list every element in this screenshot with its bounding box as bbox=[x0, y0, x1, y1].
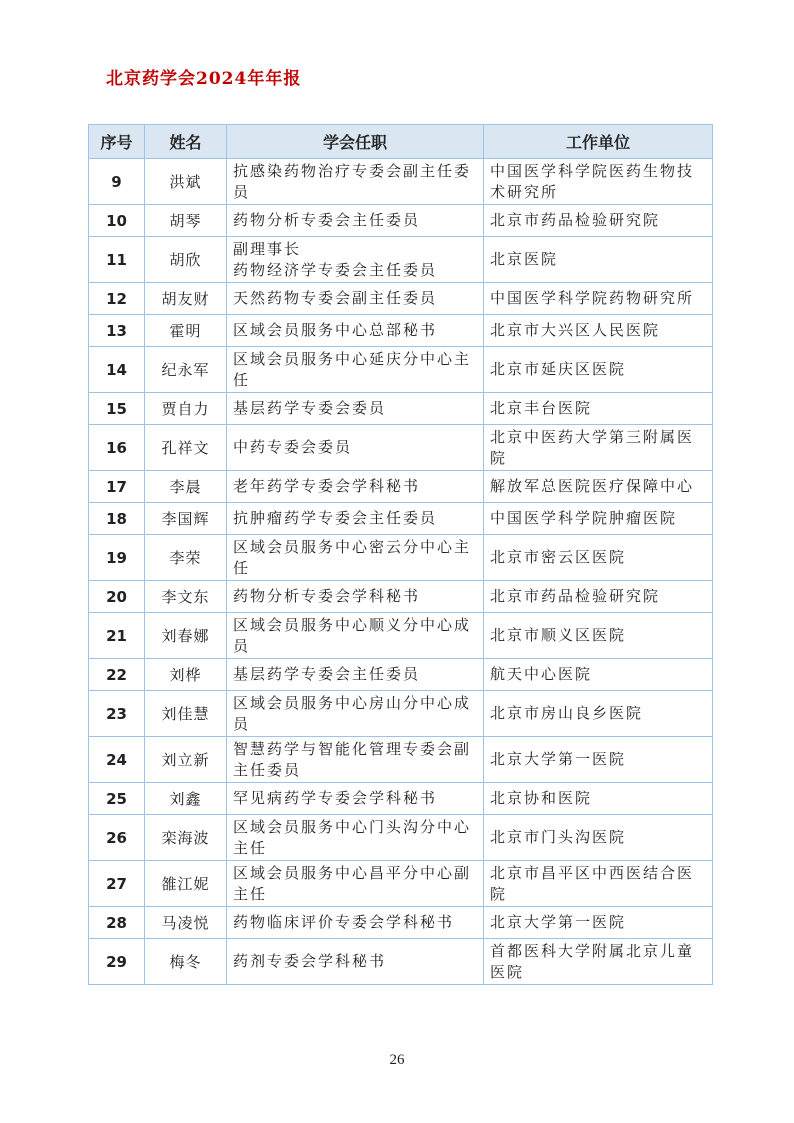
cell-no: 10 bbox=[89, 205, 145, 237]
table-row bbox=[89, 425, 713, 471]
cell-role: 中药专委会委员 bbox=[227, 425, 484, 471]
cell-unit: 北京中医药大学第三附属医院 bbox=[484, 425, 713, 471]
cell-role: 智慧药学与智能化管理专委会副主任委员 bbox=[227, 737, 484, 783]
cell-name: 刘春娜 bbox=[145, 613, 227, 659]
table-row bbox=[89, 613, 713, 659]
cell-role: 区域会员服务中心房山分中心成员 bbox=[227, 691, 484, 737]
table-row bbox=[89, 535, 713, 581]
cell-name: 李晨 bbox=[145, 471, 227, 503]
table-row bbox=[89, 659, 713, 691]
table-row bbox=[89, 205, 713, 237]
table-row bbox=[89, 237, 713, 283]
cell-unit: 北京市顺义区医院 bbox=[484, 613, 713, 659]
cell-no: 17 bbox=[89, 471, 145, 503]
cell-role: 基层药学专委会委员 bbox=[227, 393, 484, 425]
cell-no: 15 bbox=[89, 393, 145, 425]
cell-unit: 首都医科大学附属北京儿童医院 bbox=[484, 939, 713, 985]
cell-no: 16 bbox=[89, 425, 145, 471]
cell-no: 9 bbox=[89, 159, 145, 205]
table-row bbox=[89, 347, 713, 393]
cell-unit: 北京医院 bbox=[484, 237, 713, 283]
cell-role: 天然药物专委会副主任委员 bbox=[227, 283, 484, 315]
cell-name: 霍明 bbox=[145, 315, 227, 347]
cell-name: 洪斌 bbox=[145, 159, 227, 205]
table-row bbox=[89, 691, 713, 737]
cell-unit: 航天中心医院 bbox=[484, 659, 713, 691]
cell-no: 26 bbox=[89, 815, 145, 861]
cell-unit: 北京市大兴区人民医院 bbox=[484, 315, 713, 347]
cell-role: 抗肿瘤药学专委会主任委员 bbox=[227, 503, 484, 535]
report-header-title: 北京药学会2024年年报 bbox=[106, 69, 302, 89]
cell-role: 罕见病药学专委会学科秘书 bbox=[227, 783, 484, 815]
cell-no: 29 bbox=[89, 939, 145, 985]
cell-name: 胡欣 bbox=[145, 237, 227, 283]
table-row bbox=[89, 783, 713, 815]
member-table bbox=[88, 124, 713, 985]
page-number: 26 bbox=[389, 1052, 405, 1068]
cell-unit: 北京市延庆区医院 bbox=[484, 347, 713, 393]
cell-name: 胡琴 bbox=[145, 205, 227, 237]
cell-name: 梅冬 bbox=[145, 939, 227, 985]
column-header-no: 序号 bbox=[89, 125, 145, 159]
cell-no: 21 bbox=[89, 613, 145, 659]
cell-role: 基层药学专委会主任委员 bbox=[227, 659, 484, 691]
table-row bbox=[89, 471, 713, 503]
column-header-name: 姓名 bbox=[145, 125, 227, 159]
cell-unit: 中国医学科学院肿瘤医院 bbox=[484, 503, 713, 535]
table-row bbox=[89, 737, 713, 783]
cell-name: 贾自力 bbox=[145, 393, 227, 425]
cell-role: 区域会员服务中心总部秘书 bbox=[227, 315, 484, 347]
table-row bbox=[89, 503, 713, 535]
cell-name: 栾海波 bbox=[145, 815, 227, 861]
table-row bbox=[89, 283, 713, 315]
table-row bbox=[89, 907, 713, 939]
column-header-unit: 工作单位 bbox=[484, 125, 713, 159]
table-row bbox=[89, 159, 713, 205]
cell-no: 11 bbox=[89, 237, 145, 283]
cell-name: 李荣 bbox=[145, 535, 227, 581]
cell-no: 27 bbox=[89, 861, 145, 907]
cell-role: 药物分析专委会学科秘书 bbox=[227, 581, 484, 613]
cell-unit: 北京大学第一医院 bbox=[484, 907, 713, 939]
cell-unit: 北京市药品检验研究院 bbox=[484, 205, 713, 237]
cell-name: 刘立新 bbox=[145, 737, 227, 783]
cell-name: 纪永军 bbox=[145, 347, 227, 393]
cell-role: 药物临床评价专委会学科秘书 bbox=[227, 907, 484, 939]
cell-name: 马凌悦 bbox=[145, 907, 227, 939]
cell-no: 23 bbox=[89, 691, 145, 737]
cell-no: 28 bbox=[89, 907, 145, 939]
cell-unit: 中国医学科学院药物研究所 bbox=[484, 283, 713, 315]
cell-name: 胡友财 bbox=[145, 283, 227, 315]
cell-no: 13 bbox=[89, 315, 145, 347]
cell-no: 20 bbox=[89, 581, 145, 613]
cell-no: 19 bbox=[89, 535, 145, 581]
cell-role: 药剂专委会学科秘书 bbox=[227, 939, 484, 985]
table-row bbox=[89, 393, 713, 425]
cell-role: 区域会员服务中心门头沟分中心主任 bbox=[227, 815, 484, 861]
cell-role: 区域会员服务中心密云分中心主任 bbox=[227, 535, 484, 581]
cell-role: 区域会员服务中心顺义分中心成员 bbox=[227, 613, 484, 659]
cell-unit: 北京大学第一医院 bbox=[484, 737, 713, 783]
cell-unit: 北京市密云区医院 bbox=[484, 535, 713, 581]
table-row bbox=[89, 939, 713, 985]
cell-unit: 北京丰台医院 bbox=[484, 393, 713, 425]
cell-name: 李文东 bbox=[145, 581, 227, 613]
cell-role: 老年药学专委会学科秘书 bbox=[227, 471, 484, 503]
table-header-row bbox=[89, 125, 713, 159]
cell-unit: 北京市房山良乡医院 bbox=[484, 691, 713, 737]
cell-no: 24 bbox=[89, 737, 145, 783]
table-body bbox=[89, 159, 713, 985]
cell-no: 22 bbox=[89, 659, 145, 691]
cell-role: 抗感染药物治疗专委会副主任委员 bbox=[227, 159, 484, 205]
cell-name: 孔祥文 bbox=[145, 425, 227, 471]
cell-no: 25 bbox=[89, 783, 145, 815]
cell-no: 18 bbox=[89, 503, 145, 535]
cell-name: 刘桦 bbox=[145, 659, 227, 691]
cell-unit: 中国医学科学院医药生物技术研究所 bbox=[484, 159, 713, 205]
cell-no: 12 bbox=[89, 283, 145, 315]
cell-role: 区域会员服务中心延庆分中心主任 bbox=[227, 347, 484, 393]
cell-name: 刘佳慧 bbox=[145, 691, 227, 737]
table-row bbox=[89, 861, 713, 907]
cell-unit: 北京市药品检验研究院 bbox=[484, 581, 713, 613]
cell-unit: 解放军总医院医疗保障中心 bbox=[484, 471, 713, 503]
cell-role: 副理事长 药物经济学专委会主任委员 bbox=[227, 237, 484, 283]
cell-name: 李国辉 bbox=[145, 503, 227, 535]
table-row bbox=[89, 315, 713, 347]
cell-name: 雒江妮 bbox=[145, 861, 227, 907]
cell-role: 药物分析专委会主任委员 bbox=[227, 205, 484, 237]
table-row bbox=[89, 815, 713, 861]
cell-unit: 北京协和医院 bbox=[484, 783, 713, 815]
cell-unit: 北京市昌平区中西医结合医院 bbox=[484, 861, 713, 907]
column-header-role: 学会任职 bbox=[227, 125, 484, 159]
cell-unit: 北京市门头沟医院 bbox=[484, 815, 713, 861]
cell-no: 14 bbox=[89, 347, 145, 393]
cell-role: 区域会员服务中心昌平分中心副主任 bbox=[227, 861, 484, 907]
cell-name: 刘鑫 bbox=[145, 783, 227, 815]
table-row bbox=[89, 581, 713, 613]
